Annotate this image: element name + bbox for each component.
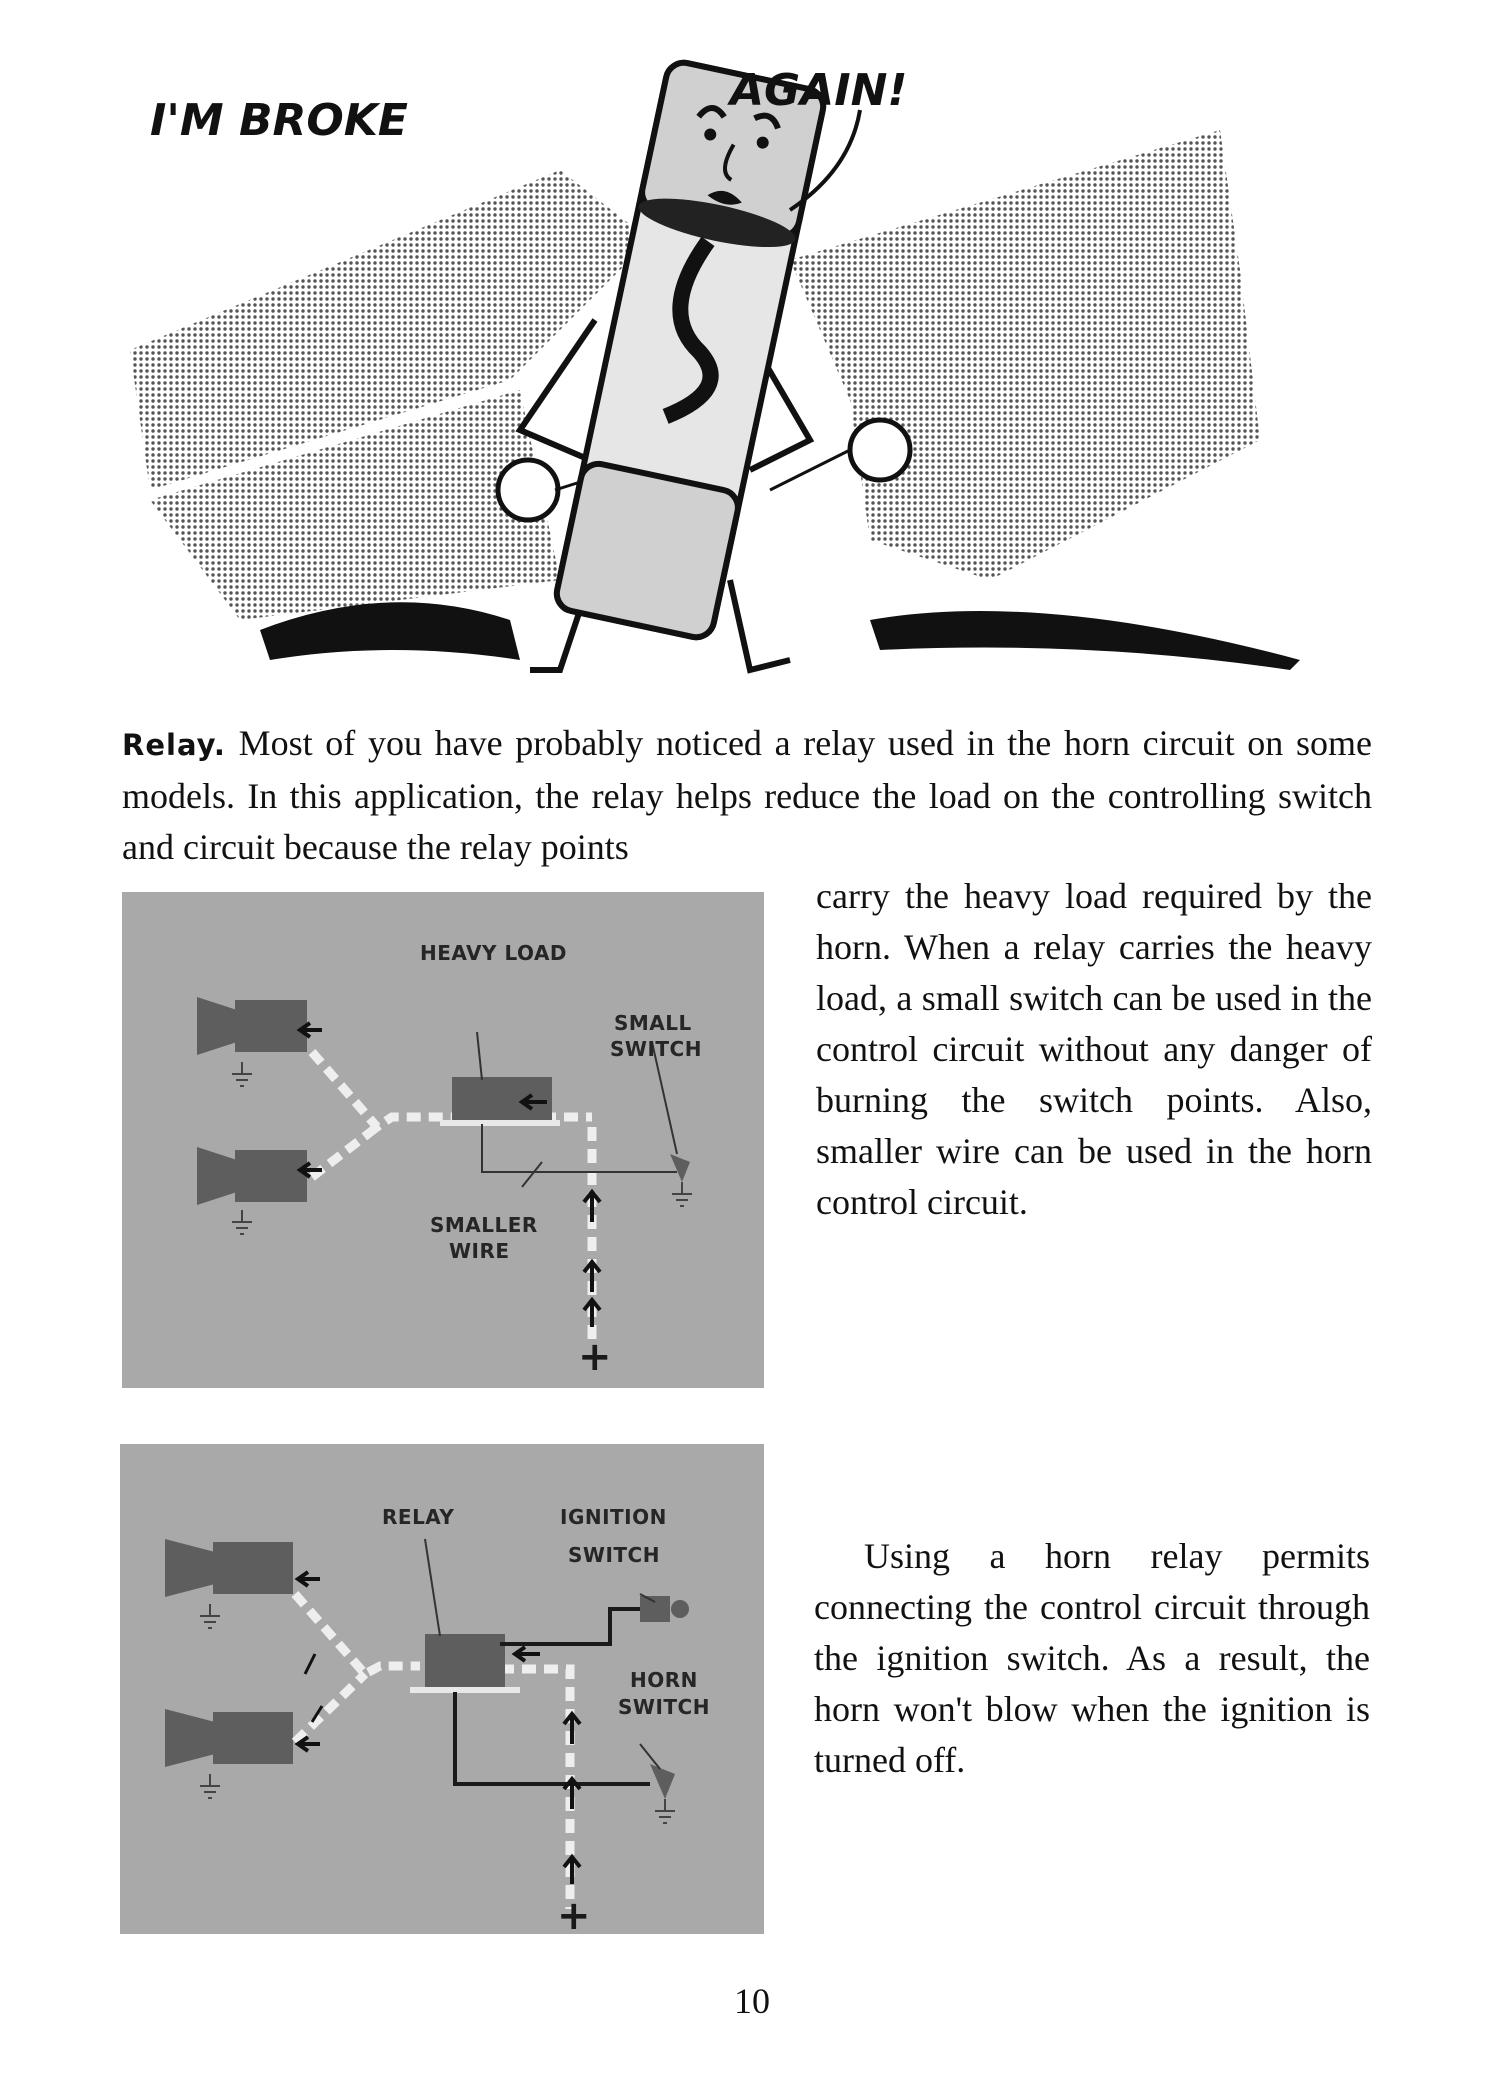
horn-relay-diagram-ignition-switch — [120, 1444, 764, 1934]
label-ignition-switch-line2: SWITCH — [568, 1543, 660, 1567]
label-heavy-load: HEAVY LOAD — [420, 941, 568, 965]
speech-text-left: I'M BROKE — [150, 95, 408, 146]
label-horn-switch-line1: HORN — [630, 1668, 698, 1692]
label-relay: RELAY — [382, 1505, 455, 1529]
label-small-switch-line1: SMALL — [614, 1011, 692, 1035]
label-smaller-wire-line1: SMALLER — [430, 1213, 538, 1237]
page-number: 10 — [734, 1981, 770, 2021]
horn-icon — [165, 1539, 293, 1597]
battery-positive-symbol: + — [578, 1334, 612, 1380]
horn-icon — [197, 1147, 307, 1205]
horn-icon — [197, 997, 307, 1055]
label-horn-switch-line2: SWITCH — [618, 1695, 710, 1719]
label-small-switch-line2: SWITCH — [610, 1037, 702, 1061]
horn-icon — [165, 1709, 293, 1767]
ignition-relay-text: Using a horn relay permits connecting the control circuit through the ignition switch. As a result, the horn won't blow when the ignition is turned off. — [814, 1536, 1370, 1780]
label-ignition-switch-line1: IGNITION — [560, 1505, 667, 1529]
relay-heading: Relay. — [122, 728, 226, 762]
relay-icon — [452, 1077, 552, 1122]
label-smaller-wire-line2: WIRE — [449, 1239, 510, 1263]
horn-relay-diagram-small-switch — [122, 892, 764, 1388]
speech-text-right: AGAIN! — [730, 65, 908, 116]
relay-icon — [425, 1634, 505, 1689]
relay-explanation-text: carry the heavy load required by the horn. When a relay carries the heavy load, a small switch can be used in the control circuit without any danger of burning the switch points. Also, smaller wire can be used in the horn control circuit. — [816, 876, 1372, 1222]
intro-text: Most of you have probably noticed a relay used in the horn circuit on some models. In this application, the relay helps reduce the load on the controlling switch and circuit because the relay points — [122, 723, 1372, 867]
battery-positive-symbol: + — [557, 1893, 591, 1934]
intro-paragraph — [122, 718, 1372, 873]
broken-fuse-cartoon — [90, 20, 1340, 690]
